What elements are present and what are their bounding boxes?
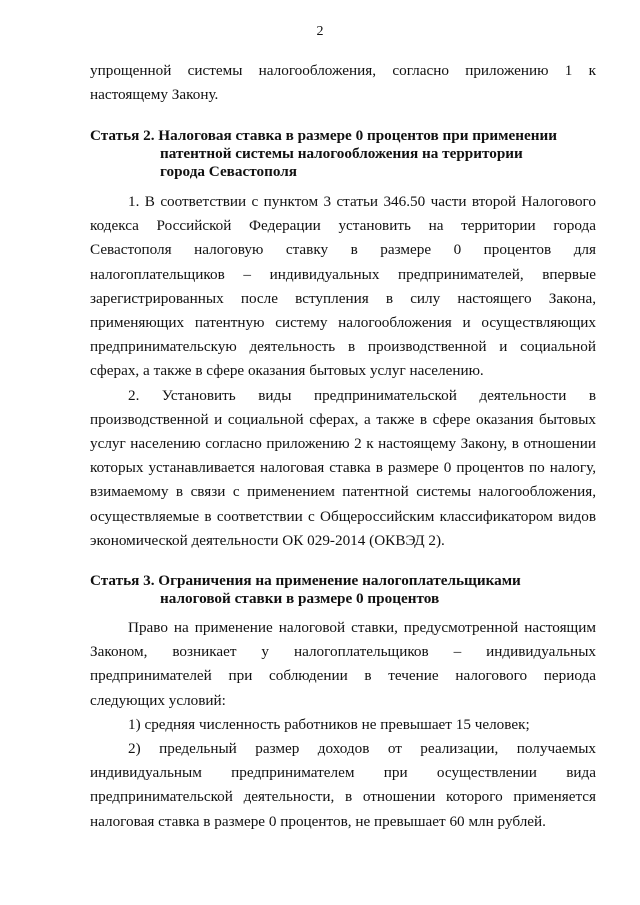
article-2-heading: [90, 127, 590, 182]
article-2-heading-line: Статья 2. Налоговая ставка в размере 0 процентов при применении: [90, 127, 558, 144]
article-2-heading-line: патентной системы налогообложения на территории: [160, 145, 523, 163]
article-2-paragraph-2: 2. Установить виды предпринимательской деятельности в производственной и социальной сферах, а также в сфере оказания бытовых услуг населению согласно приложению 2 к настоящему Закону, в отношении которых устанавливается налоговая ставка в размере 0 процентов по налогу, взимаемому в связи с применением патентной системы налогообложения, осуществляемые в соответствии с Общероссийским классификатором видов экономической деятельности ОК 029-2014 (ОКВЭД 2).: [90, 386, 596, 549]
article-3-condition-2: 2) предельный размер доходов от реализации, получаемых индивидуальным предпринимателем при осуществлении вида предпринимательской деятельности, в отношении которого применяется налоговая ставка в размере 0 процентов, не превышает 60 млн рублей.: [90, 740, 596, 830]
article-3-body: [90, 616, 596, 834]
intro-text-block: [90, 59, 596, 107]
article-3-heading: [90, 572, 590, 608]
page-number: 2: [316, 24, 324, 39]
article-2-body: [90, 190, 596, 553]
article-2-paragraph-1: 1. В соответствии с пунктом 3 статьи 346.50 части второй Налогового кодекса Российской Федерации установить на территории города Севастополя налоговую ставку в размере 0 процентов для налогоплательщиков – индивидуальных предпринимателей, впервые зарегистрированных после вступления в силу настоящего Закона, применяющих патентную систему налогообложения и осуществляющих предпринимательскую деятельность в производственной и социальной сферах, а также в сфере оказания бытовых услуг населению.: [90, 193, 596, 380]
article-3-condition-1: 1) средняя численность работников не превышает 15 человек;: [128, 715, 530, 733]
article-2-heading-line: города Севастополя: [160, 163, 297, 181]
article-3-heading-line: Статья 3. Ограничения на применение налогоплательщиками: [90, 572, 521, 589]
article-3-heading-line: налоговой ставки в размере 0 процентов: [160, 590, 440, 608]
article-3-paragraph-1: Право на применение налоговой ставки, предусмотренной настоящим Законом, возникает у налогоплательщиков – индивидуальных предпринимателей при соблюдении в течение налогового периода следующих условий:: [90, 619, 596, 709]
intro-paragraph: упрощенной системы налогообложения, согласно приложению 1 к настоящему Закону.: [90, 62, 596, 104]
